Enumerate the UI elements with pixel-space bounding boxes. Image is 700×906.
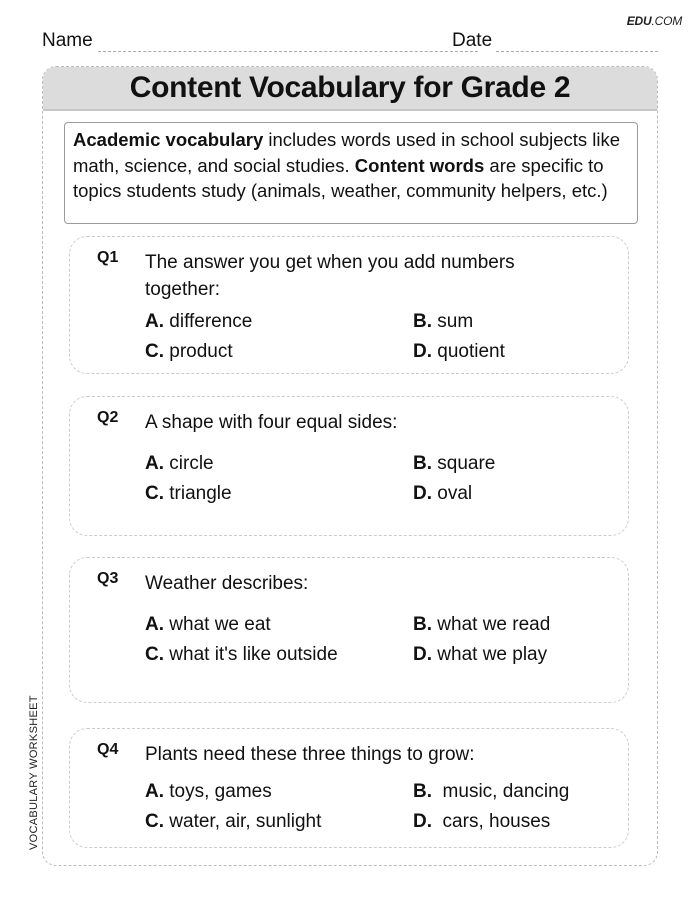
option-c[interactable] — [145, 644, 338, 666]
option-letter: A. — [145, 781, 164, 802]
question-card-1 — [69, 236, 629, 374]
option-text: water, air, sunlight — [164, 811, 322, 832]
question-card-3 — [69, 557, 629, 703]
question-text: Plants need these three things to grow: — [145, 744, 475, 765]
option-letter: A. — [145, 453, 164, 474]
option-text: product — [164, 341, 233, 362]
question-number: Q2 — [97, 409, 119, 426]
option-a[interactable] — [145, 781, 272, 803]
option-c[interactable] — [145, 811, 321, 833]
name-label: Name — [42, 30, 93, 51]
option-letter: D. — [413, 341, 432, 362]
intro-term-content: Content words — [354, 154, 485, 176]
option-a[interactable] — [145, 614, 271, 636]
option-a[interactable] — [145, 453, 214, 475]
option-d[interactable] — [413, 811, 550, 833]
option-c[interactable] — [145, 483, 232, 505]
side-label: VOCABULARY WORKSHEET — [28, 695, 40, 850]
option-c[interactable] — [145, 341, 233, 363]
option-text: music, dancing — [432, 781, 570, 802]
option-b[interactable] — [413, 781, 569, 803]
question-text: The answer you get when you add numbers together: — [145, 252, 515, 300]
option-a[interactable] — [145, 311, 252, 333]
brand-logo-domain: .COM — [651, 14, 682, 28]
option-letter: B. — [413, 311, 432, 332]
option-letter: B. — [413, 453, 432, 474]
intro-text-2: are specific to topics students study (animals, weather, community helpers, etc.) — [73, 154, 608, 201]
question-number: Q1 — [97, 249, 119, 266]
option-text: square — [432, 453, 496, 474]
question-card-2 — [69, 396, 629, 536]
option-letter: D. — [413, 811, 432, 832]
option-text: difference — [164, 311, 253, 332]
option-letter: C. — [145, 811, 164, 832]
brand-logo-bold: EDU — [626, 14, 652, 28]
option-b[interactable] — [413, 453, 495, 475]
option-letter: A. — [145, 614, 164, 635]
option-b[interactable] — [413, 614, 550, 636]
option-text: what we play — [432, 644, 548, 665]
question-number: Q4 — [97, 741, 119, 758]
question-number: Q3 — [97, 570, 119, 587]
option-b[interactable] — [413, 311, 473, 333]
option-text: circle — [164, 453, 214, 474]
option-letter: C. — [145, 483, 164, 504]
option-text: what it's like outside — [164, 644, 338, 665]
option-text: cars, houses — [432, 811, 551, 832]
date-input-line[interactable] — [496, 51, 658, 52]
option-d[interactable] — [413, 341, 505, 363]
worksheet — [42, 66, 658, 866]
date-label: Date — [452, 30, 493, 51]
option-letter: C. — [145, 341, 164, 362]
option-text: triangle — [164, 483, 232, 504]
title-bar — [43, 67, 657, 111]
option-text: what we eat — [164, 614, 271, 635]
intro-text-1: includes words used in school subjects like math, science, and social studies. — [73, 129, 621, 176]
option-text: what we read — [432, 614, 551, 635]
option-text: oval — [432, 483, 473, 504]
intro-term-academic: Academic vocabulary — [73, 129, 264, 150]
brand-logo — [627, 14, 682, 28]
option-letter: A. — [145, 311, 164, 332]
worksheet-title: Content Vocabulary for Grade 2 — [129, 71, 571, 104]
question-text: A shape with four equal sides: — [145, 412, 398, 433]
name-input-line[interactable] — [98, 51, 478, 52]
option-text: quotient — [432, 341, 505, 362]
question-text: Weather describes: — [145, 573, 309, 594]
option-letter: B. — [413, 781, 432, 802]
option-text: toys, games — [164, 781, 272, 802]
intro-box — [64, 122, 638, 224]
option-letter: C. — [145, 644, 164, 665]
option-d[interactable] — [413, 483, 472, 505]
option-letter: D. — [413, 644, 432, 665]
option-letter: D. — [413, 483, 432, 504]
option-letter: B. — [413, 614, 432, 635]
option-text: sum — [432, 311, 474, 332]
option-d[interactable] — [413, 644, 547, 666]
question-card-4 — [69, 728, 629, 848]
name-date-row — [42, 30, 658, 54]
